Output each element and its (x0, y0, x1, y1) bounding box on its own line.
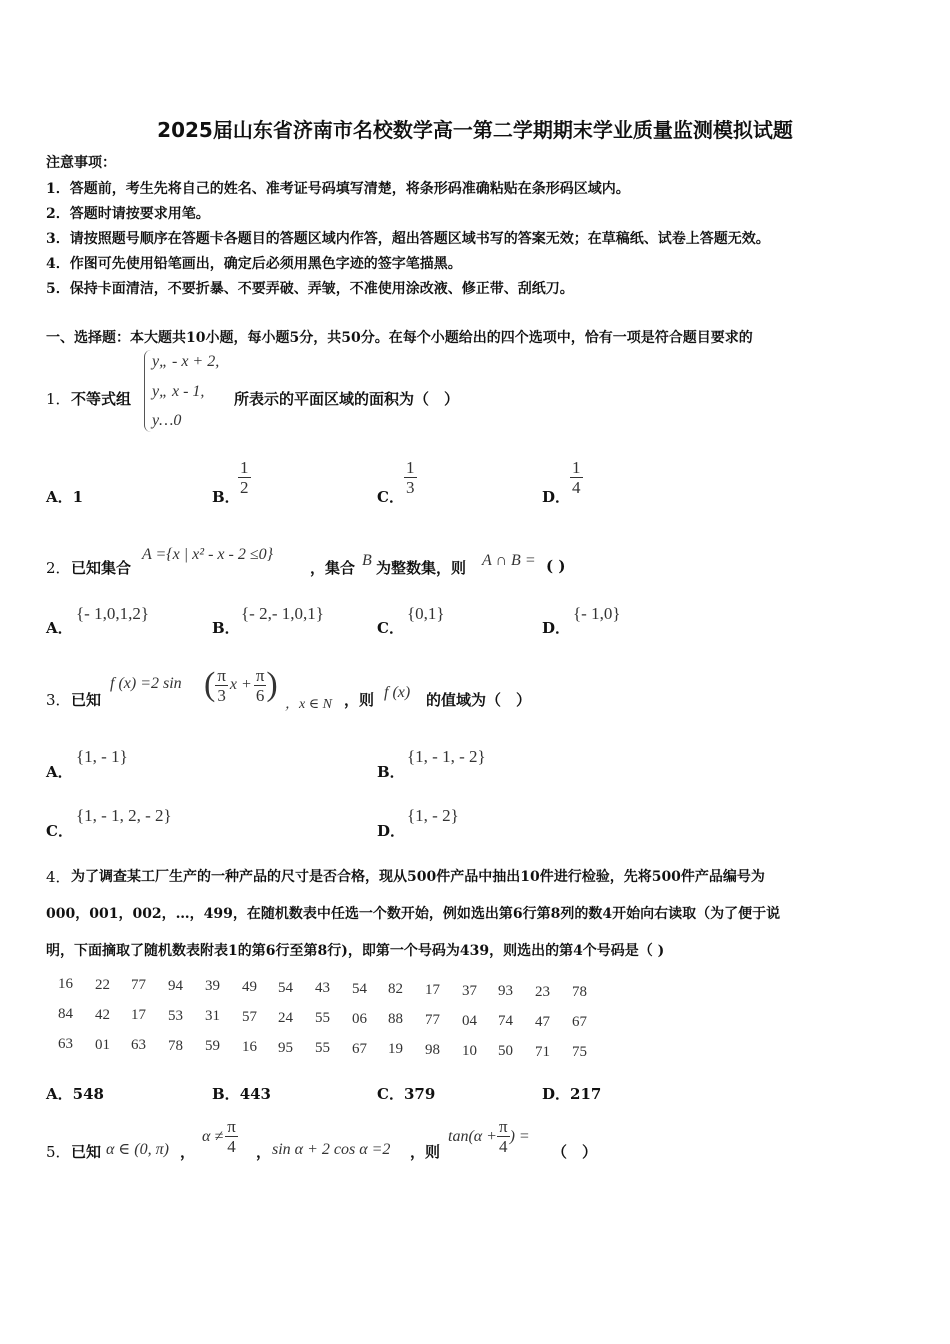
random-number-cell: 16 (58, 976, 73, 992)
option-value: 548 (72, 1085, 104, 1103)
target-expr: tan(α + $\frac{\pi}{4}$ ) = (448, 1117, 530, 1156)
random-number-cell: 74 (498, 1013, 513, 1029)
option-a-label[interactable]: A． (46, 763, 73, 781)
right-paren: ) (266, 666, 278, 703)
option-label: D． (542, 1085, 571, 1103)
question-number: 5． (46, 1143, 71, 1161)
system-brace (144, 350, 151, 432)
random-number-cell: 55 (315, 1010, 330, 1026)
notice-item: 3．请按照题号顺序在答题卡各题目的答题区域内作答，超出答题区域书写的答案无效；在草稿纸、试卷上答题无效。 (46, 231, 770, 247)
separator: ， (180, 1143, 196, 1161)
option-b-value: {- 2,- 1,0,1} (241, 604, 324, 623)
option-d-label[interactable]: D． (542, 619, 571, 637)
random-number-cell: 22 (95, 977, 110, 993)
question-number: 4． (46, 868, 71, 886)
question-text: 所表示的平面区域的面积为（ ） (234, 390, 460, 408)
option-value: 217 (570, 1085, 602, 1103)
set-b: B (362, 552, 372, 569)
option-d-value: {1, - 2} (407, 806, 459, 825)
random-number-cell: 17 (131, 1007, 146, 1023)
random-number-cell: 59 (205, 1038, 220, 1054)
random-number-cell: 16 (242, 1039, 257, 1055)
question-number: 3． (46, 691, 71, 709)
notice-item: 2．答题时请按要求用笔。 (46, 206, 210, 222)
random-number-cell: 50 (498, 1043, 513, 1059)
random-number-cell: 54 (352, 981, 367, 997)
notice-heading: 注意事项： (46, 155, 116, 171)
question-text: 已知 (71, 691, 102, 709)
option-label: C． (377, 1085, 404, 1103)
question-text: 的值域为（ ） (426, 691, 532, 709)
option-a[interactable] (46, 1083, 104, 1104)
page-title: 2025届山东省济南市名校数学高一第二学期期末学业质量监测模拟试题 (157, 118, 793, 142)
option-d[interactable] (542, 1083, 601, 1104)
question-text: 为了调查某工厂生产的一种产品的尺寸是否合格，现从500件产品中抽出10件进行检验，先将500件产品编号为 (71, 869, 765, 885)
condition-expr: sin α + 2 cos α =2 (272, 1141, 391, 1158)
set-expression: A ={x | x² - x - 2 ≤0} (142, 546, 274, 563)
option-b-label[interactable]: B． (212, 488, 240, 506)
separator: ， (256, 1143, 272, 1161)
domain-condition: ，x ∈ N (285, 697, 332, 712)
random-number-cell: 93 (498, 983, 513, 999)
random-number-cell: 95 (278, 1040, 293, 1056)
option-a[interactable] (46, 486, 83, 507)
option-a-value: {- 1,0,1,2} (76, 604, 149, 623)
option-c[interactable] (377, 1083, 435, 1104)
condition-expr: α ∈ (0, π) (106, 1141, 169, 1158)
option-c-fraction: $\frac{1}{3}$ (406, 458, 415, 497)
inequality: y„ - x + 2, (152, 353, 220, 370)
sin-argument: ( $\frac{\pi}{3}$ x + $\frac{\pi}{6}$ ) (204, 665, 278, 705)
option-value: 443 (239, 1085, 271, 1103)
random-number-cell: 78 (572, 984, 587, 1000)
random-number-cell: 82 (388, 981, 403, 997)
random-number-cell: 39 (205, 978, 220, 994)
random-number-cell: 57 (242, 1009, 257, 1025)
random-number-cell: 78 (168, 1038, 183, 1054)
option-c-label[interactable]: C． (46, 822, 73, 840)
option-d-fraction: $\frac{1}{4}$ (572, 458, 581, 497)
function-expr: f (x) =2 sin (110, 675, 182, 692)
notice-item: 1．答题前，考生先将自己的姓名、准考证号码填写清楚，将条形码准确粘贴在条形码区域内。 (46, 181, 630, 197)
inequality: y„ x - 1, (152, 383, 205, 400)
option-b-label[interactable]: B． (212, 619, 240, 637)
random-number-cell: 01 (95, 1037, 110, 1053)
option-d-label[interactable]: D． (542, 488, 571, 506)
random-number-cell: 63 (131, 1037, 146, 1053)
option-c-label[interactable]: C． (377, 619, 404, 637)
option-value: 1 (72, 488, 84, 506)
option-c-label[interactable]: C． (377, 488, 404, 506)
random-number-cell: 88 (388, 1011, 403, 1027)
option-c-value: {0,1} (407, 604, 445, 623)
random-number-cell: 49 (242, 979, 257, 995)
option-b-fraction: $\frac{1}{2}$ (240, 458, 249, 497)
question-text: 明，下面摘取了随机数表附表1的第6行至第8行)，即第一个号码为439，则选出的第4个号码是（ ) (46, 943, 665, 959)
random-number-cell: 71 (535, 1044, 550, 1060)
question-text: ，集合 (310, 559, 356, 577)
random-number-cell: 17 (425, 982, 440, 998)
inequality: y…0 (152, 412, 182, 429)
option-value: 379 (403, 1085, 436, 1103)
left-paren: ( (204, 666, 216, 703)
question-text: 已知集合 (71, 559, 132, 577)
random-number-cell: 75 (572, 1044, 587, 1060)
notice-item: 5．保持卡面清洁，不要折暴、不要弄破、弄皱，不准使用涂改液、修正带、刮纸刀。 (46, 281, 574, 297)
option-label: A． (46, 1085, 73, 1103)
option-d-label[interactable]: D． (377, 822, 406, 840)
random-number-cell: 24 (278, 1010, 293, 1026)
random-number-cell: 54 (278, 980, 293, 996)
question-text: ，则 (410, 1143, 441, 1161)
option-b-value: {1, - 1, - 2} (407, 747, 486, 766)
random-number-cell: 77 (425, 1012, 440, 1028)
random-number-cell: 55 (315, 1040, 330, 1056)
random-number-cell: 63 (58, 1036, 73, 1052)
question-number: 2． (46, 559, 71, 577)
option-b-label[interactable]: B． (377, 763, 405, 781)
random-number-cell: 37 (462, 983, 477, 999)
question-number: 1． (46, 390, 71, 408)
section-heading: 一、选择题：本大题共10小题，每小题5分，共50分。在每个小题给出的四个选项中，恰有一项是符合题目要求的 (46, 330, 753, 346)
random-number-cell: 31 (205, 1008, 220, 1024)
question-text: （ ） (552, 1143, 598, 1161)
random-number-cell: 42 (95, 1007, 110, 1023)
random-number-cell: 67 (352, 1041, 367, 1057)
random-number-cell: 04 (462, 1013, 477, 1029)
random-number-cell: 53 (168, 1008, 183, 1024)
random-number-cell: 10 (462, 1043, 477, 1059)
function-expr: f (x) (384, 684, 411, 701)
option-label: A． (46, 488, 73, 506)
random-number-cell: 47 (535, 1014, 550, 1030)
question-text: 已知 (71, 1143, 102, 1161)
question-text: ，则 (344, 691, 375, 709)
random-number-cell: 98 (425, 1042, 440, 1058)
question-text: 000，001，002，…，499，在随机数表中任选一个数开始，例如选出第6行第8列的数4开始向右读取（为了便于说 (46, 906, 781, 922)
random-number-cell: 23 (535, 984, 550, 1000)
notice-item: 4．作图可先使用铅笔画出，确定后必须用黑色字迹的签字笔描黑。 (46, 256, 462, 272)
option-label: B． (212, 1085, 240, 1103)
option-a-label[interactable]: A． (46, 619, 73, 637)
random-number-cell: 06 (352, 1011, 367, 1027)
option-c-value: {1, - 1, 2, - 2} (76, 806, 172, 825)
question-text: ( ) (546, 557, 566, 575)
intersection-expr: A ∩ B = (482, 552, 536, 569)
random-number-cell: 84 (58, 1006, 73, 1022)
option-b[interactable] (212, 1083, 271, 1104)
random-number-cell: 94 (168, 978, 183, 994)
random-number-cell: 77 (131, 977, 146, 993)
condition-expr: α ≠ $\frac{\pi}{4}$ (202, 1117, 236, 1156)
question-text: 不等式组 (71, 390, 132, 408)
option-d-value: {- 1,0} (573, 604, 621, 623)
random-number-cell: 19 (388, 1041, 403, 1057)
option-a-value: {1, - 1} (76, 747, 128, 766)
random-number-cell: 67 (572, 1014, 587, 1030)
question-text: 为整数集，则 (376, 559, 467, 577)
random-number-cell: 43 (315, 980, 330, 996)
